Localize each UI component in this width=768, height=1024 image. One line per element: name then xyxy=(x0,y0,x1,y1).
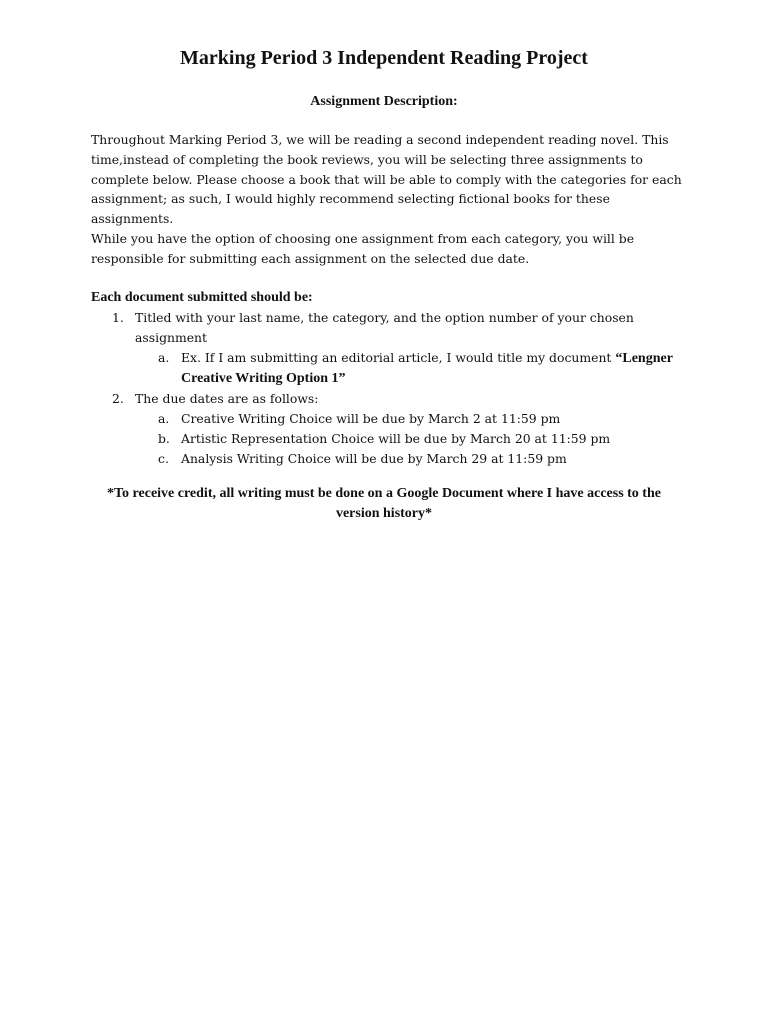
credit-note: *To receive credit, all writing must be done on a Google Document where I have access to the version history* xyxy=(107,486,661,521)
example-title-emphasis: “Lengner Creative Writing Option 1” xyxy=(181,350,673,387)
list-item-text: The due dates are as follows: xyxy=(135,391,319,407)
intro-paragraph: Throughout Marking Period 3, we will be reading a second independent reading novel. This time,instead of completing the book reviews, you will be selecting three assignments to complete below. Please choose a book that will be able to comply with the categories for each assignment; as such, I would highly recommend selecting fictional books for these assignments. xyxy=(91,132,682,227)
sub-list-item-text: Creative Writing Choice will be due by March 2 at 11:59 pm xyxy=(181,410,561,426)
sub-list-item xyxy=(91,348,691,390)
requirements-list xyxy=(91,308,691,468)
option-paragraph: While you have the option of choosing one assignment from each category, you will be responsible for submitting each assignment on the selected due date. xyxy=(91,231,635,266)
sub-list-item-text: Analysis Writing Choice will be due by March 29 at 11:59 pm xyxy=(181,450,567,466)
sub-list-marker: c. xyxy=(158,450,169,466)
list-marker: 1. xyxy=(112,310,124,325)
list-item xyxy=(91,308,691,348)
document-title: Marking Period 3 Independent Reading Project xyxy=(180,47,588,69)
sub-list-item xyxy=(91,409,691,429)
sub-list-marker: a. xyxy=(158,410,170,426)
assignment-description-heading: Assignment Description: xyxy=(310,94,458,109)
requirements-heading: Each document submitted should be: xyxy=(91,290,313,305)
list-marker: 2. xyxy=(112,391,124,407)
sub-list-item xyxy=(91,449,691,469)
sub-list-marker: b. xyxy=(158,430,170,446)
list-item-text: Titled with your last name, the category, and the option number of your chosen assignment xyxy=(135,310,634,345)
list-item xyxy=(91,389,691,409)
sub-list-item xyxy=(91,429,691,449)
sub-list-item-text: Artistic Representation Choice will be due by March 20 at 11:59 pm xyxy=(181,430,611,446)
sub-list-marker: a. xyxy=(158,349,170,365)
sub-list-item-text: Ex. If I am submitting an editorial article, I would title my document xyxy=(181,349,616,365)
